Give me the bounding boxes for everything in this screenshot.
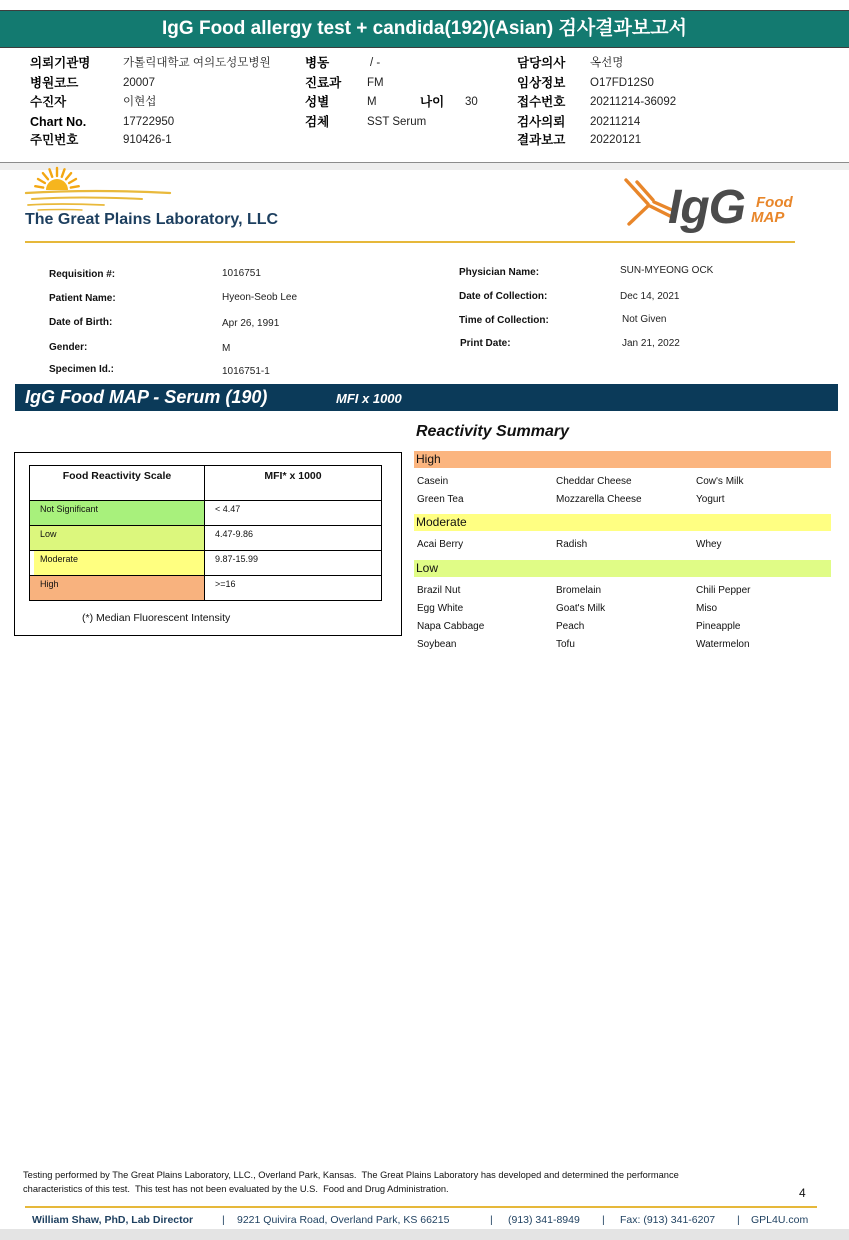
scale-row <box>30 501 382 526</box>
antibody-icon <box>620 176 674 228</box>
summary-title: Reactivity Summary <box>416 423 569 440</box>
high-band-label: High <box>416 452 441 466</box>
scale-footnote: (*) Median Fluorescent Intensity <box>82 612 231 624</box>
food-item: Soybean <box>417 639 457 650</box>
accession-no-label: 접수번호 <box>517 95 566 109</box>
food-item: Chili Pepper <box>696 585 751 596</box>
sex-label: 성별 <box>305 95 330 109</box>
collection-date-value: Dec 14, 2021 <box>620 291 680 302</box>
scale-header-mfi: MFI* x 1000 <box>205 466 382 501</box>
igg-logo-text: IgG <box>668 181 745 234</box>
high-foods-list <box>417 473 837 509</box>
lab-phone: (913) 341-8949 <box>508 1214 580 1226</box>
dob-value: Apr 26, 1991 <box>222 318 280 329</box>
gender-value: M <box>222 343 231 354</box>
accession-no-value: 20211214-36092 <box>590 96 677 108</box>
sun-icon <box>24 166 172 214</box>
scale-row <box>30 526 382 551</box>
age-value: 30 <box>465 96 478 108</box>
food-item: Miso <box>696 603 718 614</box>
physician-label: Physician Name: <box>459 267 540 278</box>
food-item: Egg White <box>417 603 464 614</box>
dob-label: Date of Birth: <box>49 317 113 328</box>
scale-range-moderate: 9.87-15.99 <box>205 551 382 576</box>
page-number: 4 <box>799 1186 806 1200</box>
scale-header-row <box>30 466 382 501</box>
low-band-label: Low <box>416 561 439 575</box>
hospital-code-label: 병원코드 <box>30 76 79 90</box>
report-title: IgG Food allergy test + candida(192)(Asian) 검사결과보고서 <box>162 18 687 39</box>
scale-level-moderate: Moderate <box>30 551 205 576</box>
gold-divider <box>25 241 795 243</box>
request-date-label: 검사의뢰 <box>517 115 566 129</box>
patient-name-value: Hyeon-Seob Lee <box>222 292 298 303</box>
igg-logo-map: MAP <box>751 209 785 226</box>
lab-director: William Shaw, PhD, Lab Director <box>32 1214 194 1226</box>
low-foods-list <box>417 582 837 654</box>
institution-label: 의뢰기관명 <box>30 56 91 70</box>
igg-logo-food: Food <box>756 194 793 211</box>
specimen-label: 검체 <box>305 115 330 129</box>
disclaimer-line-2: characteristics of this test. This test has not been evaluated by the U.S. Food and Drug Administration. <box>23 1184 449 1194</box>
specimen-id-value: 1016751-1 <box>222 366 270 377</box>
ward-label: 병동 <box>305 56 330 70</box>
requisition-value: 1016751 <box>222 268 261 279</box>
institution-value: 가톨릭대학교 여의도성모병원 <box>123 57 271 69</box>
disclaimer-line-1: Testing performed by The Great Plains Laboratory, LLC., Overland Park, Kansas. The Great Plains Laboratory has developed and determined the performance <box>23 1170 679 1180</box>
scale-row <box>30 576 382 601</box>
food-item: Pineapple <box>696 621 741 632</box>
footer-separator: | <box>737 1214 740 1226</box>
footer-gold-divider <box>25 1206 817 1208</box>
footer-separator: | <box>602 1214 605 1226</box>
food-item: Brazil Nut <box>417 585 461 596</box>
lab-website: GPL4U.com <box>751 1214 809 1226</box>
footer-separator: | <box>490 1214 493 1226</box>
age-label: 나이 <box>420 95 445 109</box>
food-item: Goat's Milk <box>556 603 606 614</box>
scale-row <box>30 551 382 576</box>
physician-kr-value: 옥선명 <box>590 57 624 69</box>
moderate-band <box>414 514 831 531</box>
food-item: Cow's Milk <box>696 476 744 487</box>
patient-name-label: Patient Name: <box>49 293 116 304</box>
lab-name: The Great Plains Laboratory, LLC <box>25 211 279 228</box>
report-title-bar <box>0 10 849 48</box>
scale-level-not-significant: Not Significant <box>30 501 205 526</box>
lab-fax: Fax: (913) 341-6207 <box>620 1214 716 1226</box>
high-band <box>414 451 831 468</box>
footer-separator: | <box>222 1214 225 1226</box>
food-item: Bromelain <box>556 585 602 596</box>
chart-no-label: Chart No. <box>30 115 87 129</box>
collection-time-label: Time of Collection: <box>459 315 549 326</box>
food-item: Tofu <box>556 639 575 650</box>
food-item: Acai Berry <box>417 539 464 550</box>
page-bottom-strip <box>0 1229 849 1240</box>
food-item: Peach <box>556 621 585 632</box>
food-item: Whey <box>696 539 722 550</box>
report-date-value: 20220121 <box>590 134 642 146</box>
print-date-value: Jan 21, 2022 <box>622 338 680 349</box>
request-date-value: 20211214 <box>590 116 641 128</box>
specimen-id-label: Specimen Id.: <box>49 364 115 375</box>
resident-no-value: 910426-1 <box>123 134 172 146</box>
print-date-label: Print Date: <box>460 338 511 349</box>
patient-kr-value: 이현섭 <box>123 96 157 108</box>
scale-level-low: Low <box>30 526 205 551</box>
food-item: Green Tea <box>417 494 464 505</box>
food-item: Napa Cabbage <box>417 621 485 632</box>
report-date-label: 결과보고 <box>517 133 566 147</box>
clinical-info-label: 임상정보 <box>517 76 566 90</box>
food-item: Cheddar Cheese <box>556 476 632 487</box>
food-item: Radish <box>556 539 588 550</box>
gender-label: Gender: <box>49 342 88 353</box>
moderate-band-label: Moderate <box>416 515 467 529</box>
scale-range-high: >=16 <box>205 576 382 601</box>
scale-header-level: Food Reactivity Scale <box>30 466 205 501</box>
moderate-foods-list <box>417 536 837 554</box>
collection-date-label: Date of Collection: <box>459 291 548 302</box>
food-item: Yogurt <box>696 494 725 505</box>
banner-title: IgG Food MAP - Serum (190) <box>25 387 268 407</box>
section-banner <box>15 384 838 411</box>
physician-value: SUN-MYEONG OCK <box>620 265 714 276</box>
food-item: Watermelon <box>696 639 750 650</box>
resident-no-label: 주민번호 <box>30 133 79 147</box>
lab-address: 9221 Quivira Road, Overland Park, KS 66215 <box>237 1214 450 1226</box>
sex-value: M <box>367 96 377 108</box>
hospital-code-value: 20007 <box>123 77 155 89</box>
scale-level-high: High <box>30 576 205 601</box>
collection-time-value: Not Given <box>622 314 667 325</box>
ward-value: / - <box>370 57 381 69</box>
reactivity-scale-table <box>29 465 382 601</box>
department-label: 진료과 <box>305 76 342 90</box>
physician-kr-label: 담당의사 <box>517 56 566 70</box>
chart-no-value: 17722950 <box>123 116 175 128</box>
food-item: Casein <box>417 476 449 487</box>
low-band <box>414 560 831 577</box>
banner-unit: MFI x 1000 <box>336 391 402 406</box>
scale-range-not-significant: < 4.47 <box>205 501 382 526</box>
department-value: FM <box>367 77 384 89</box>
clinical-info-value: O17FD12S0 <box>590 77 654 89</box>
requisition-label: Requisition #: <box>49 269 116 280</box>
scale-range-low: 4.47-9.86 <box>205 526 382 551</box>
food-item: Mozzarella Cheese <box>556 494 642 505</box>
patient-kr-label: 수진자 <box>30 95 67 109</box>
specimen-value: SST Serum <box>367 116 427 128</box>
